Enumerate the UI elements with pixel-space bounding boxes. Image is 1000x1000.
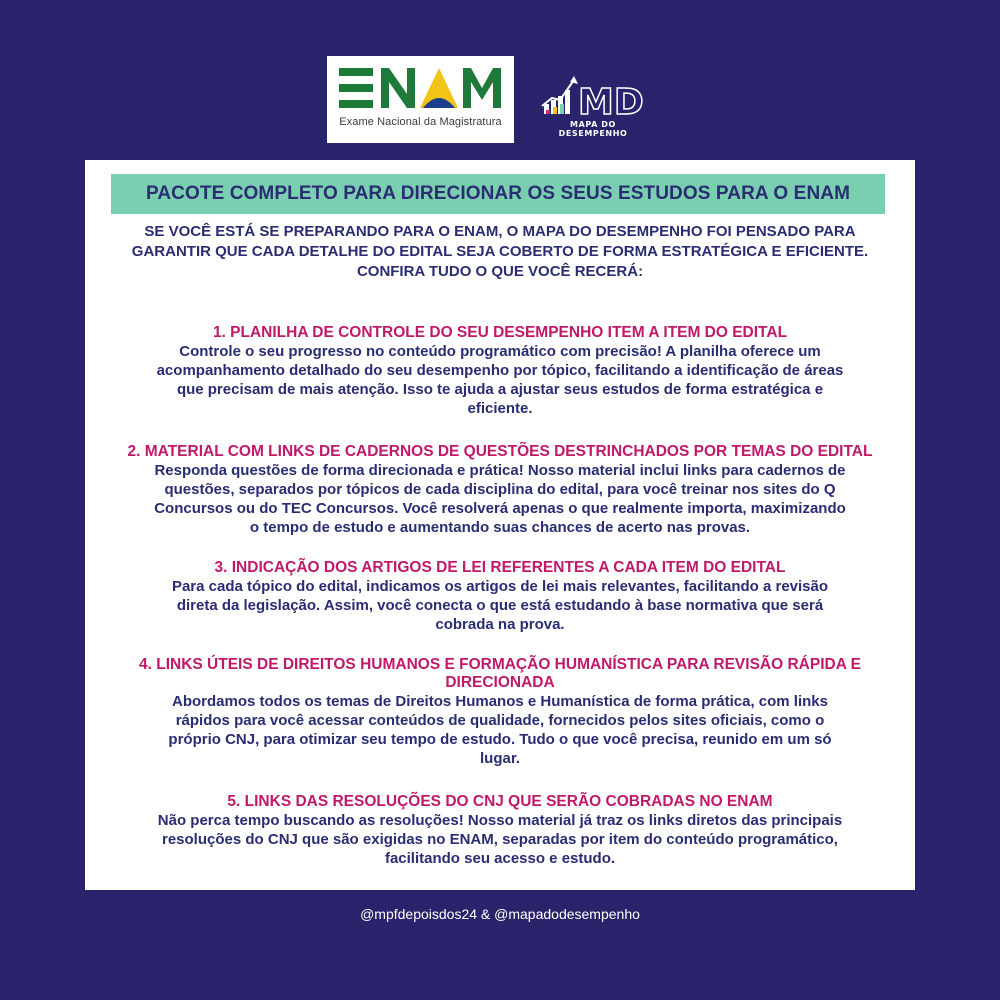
intro-line: CONFIRA TUDO O QUE VOCÊ RECERÁ: [356,263,644,280]
section-4 [97,656,903,768]
section-body-line: eficiente. [467,400,533,417]
content-card [85,160,915,890]
section-body-line: próprio CNJ, para otimizar seu tempo de estudo. Tudo o que você precisa, reunido em um só [168,731,832,748]
intro-line: SE VOCÊ ESTÁ SE PREPARANDO PARA O ENAM, O MAPA DO DESEMPENHO FOI PENSADO PARA [144,223,856,240]
section-body-line: Para cada tópico do edital, indicamos os artigos de lei mais relevantes, facilitando a revisão [171,578,829,595]
enam-subtitle: Exame Nacional da Magistratura [339,116,502,128]
section-1 [97,324,903,418]
section-body-line: questões, separados por tópicos de cada disciplina do edital, para você treinar nos sites do Q [164,481,836,498]
section-body-line: lugar. [479,750,520,767]
section-title: 3. INDICAÇÃO DOS ARTIGOS DE LEI REFERENTES A CADA ITEM DO EDITAL [214,559,786,576]
logo-row [0,56,1000,146]
md-caption: MAPA DO DESEMPENHO [558,120,628,138]
section-body-line: cobrada na prova. [435,616,565,633]
section-body-line: Concursos ou do TEC Concursos. Você resolverá apenas o que realmente importa, maximizando [154,500,846,517]
section-body-line: Responda questões de forma direcionada e prática! Nosso material inclui links para cadernos de [154,462,846,479]
section-title: 2. MATERIAL COM LINKS DE CADERNOS DE QUESTÕES DESTRINCHADOS POR TEMAS DO EDITAL [127,443,873,460]
section-body-line: Abordamos todos os temas de Direitos Humanos e Humanística de forma prática, com links [171,693,828,710]
banner-title: PACOTE COMPLETO PARA DIRECIONAR OS SEUS ESTUDOS PARA O ENAM [145,183,851,204]
section-body-line: o tempo de estudo e aumentando suas chances de acerto nas provas. [249,519,751,536]
section-title: 1. PLANILHA DE CONTROLE DO SEU DESEMPENHO ITEM A ITEM DO EDITAL [212,324,788,341]
section-body-line: Controle o seu progresso no conteúdo programático com precisão! A planilha oferece um [179,343,821,360]
section-title: 5. LINKS DAS RESOLUÇÕES DO CNJ QUE SERÃO COBRADAS NO ENAM [227,793,773,810]
footer-handles: @mpfdepoisdos24 & @mapadodesempenho [360,906,640,922]
section-title: 4. LINKS ÚTEIS DE DIREITOS HUMANOS E FORMAÇÃO HUMANÍSTICA PARA REVISÃO RÁPIDA E [139,656,861,673]
section-5 [97,793,903,868]
section-3 [97,559,903,634]
enam-wordmark [335,60,505,116]
section-body-line: acompanhamento detalhado do seu desempenho por tópico, facilitando a identificação de áreas [156,362,844,379]
section-body-line: Não perca tempo buscando as resoluções! Nosso material já traz os links diretos das principais [157,812,843,829]
section-body-line: direta da legislação. Assim, você conecta o que está estudando à base normativa que será [176,597,824,614]
intro-text [97,222,903,282]
section-2 [97,443,903,537]
section-title: DIRECIONADA [445,674,555,691]
section-body-line: que precisam de mais atenção. Isso te ajuda a ajustar seus estudos de forma estratégica e [176,381,824,398]
section-body-line: resoluções do CNJ que são exigidas no ENAM, separadas por item do conteúdo programático, [162,831,838,848]
section-body-line: facilitando seu acesso e estudo. [384,850,616,867]
intro-line: GARANTIR QUE CADA DETALHE DO EDITAL SEJA COBERTO DE FORMA ESTRATÉGICA E EFICIENTE. [131,243,869,260]
enam-logo [327,56,514,143]
mapa-do-desempenho-logo [540,74,650,154]
title-banner [111,174,885,214]
md-chart-icon [540,74,646,118]
section-body-line: rápidos para você acessar conteúdos de qualidade, fornecidos pelos sites oficiais, como o [175,712,825,729]
svg-text:MD: MD [578,82,644,118]
